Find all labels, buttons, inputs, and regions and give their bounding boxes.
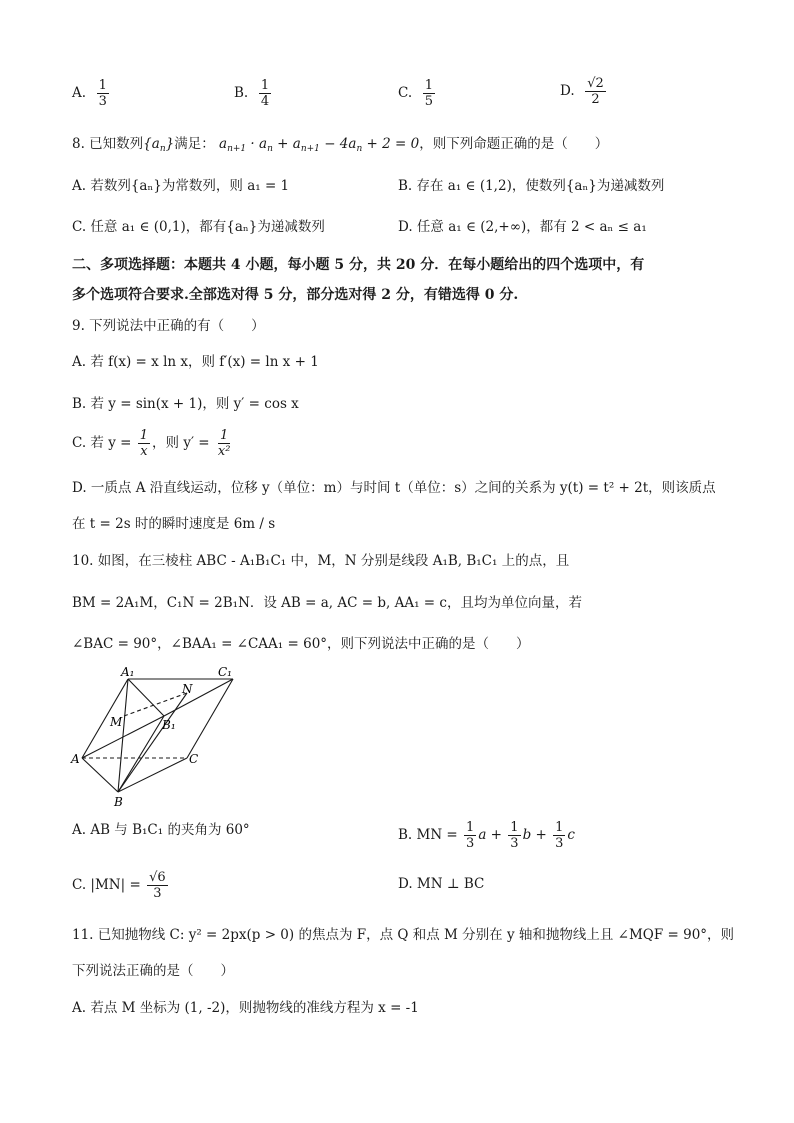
numerator: 1 bbox=[98, 78, 107, 93]
q9-c-middle: ，则 y′ = bbox=[152, 435, 210, 451]
denominator: 2 bbox=[591, 92, 600, 107]
option-label: B. bbox=[234, 85, 249, 101]
q8-option-d: D. 任意 a₁ ∈ (2,+∞)，都有 2 < aₙ ≤ a₁ bbox=[398, 219, 647, 235]
fraction bbox=[423, 78, 435, 109]
fraction bbox=[216, 428, 233, 459]
q9-c-prefix: C. 若 y = bbox=[72, 435, 132, 451]
q9-option-a: A. 若 f(x) = x ln x，则 f′(x) = ln x + 1 bbox=[72, 354, 319, 370]
numerator: √6 bbox=[149, 870, 166, 885]
q8-recurrence: $a_{n+1} \cdot a_n + a_{n+1} - 4a_n + 2 = 0$ bbox=[219, 136, 420, 154]
q9-stem: 9. 下列说法中正确的有（ ） bbox=[72, 318, 265, 334]
q10-option-c bbox=[72, 870, 170, 901]
denominator: 3 bbox=[98, 94, 107, 109]
numerator: √2 bbox=[587, 76, 604, 91]
label-c1: C₁ bbox=[218, 665, 232, 679]
section-heading-line2: 多个选项符合要求.全部选对得 5 分，部分选对得 2 分，有错选得 0 分. bbox=[72, 287, 519, 303]
label-n: N bbox=[182, 682, 193, 696]
q7-option-d bbox=[560, 76, 608, 107]
q8-stem-suffix: ，则下列命题正确的是（ ） bbox=[419, 136, 609, 152]
fraction: $\frac{1}{3}$ bbox=[466, 820, 475, 851]
q7-option-b bbox=[234, 78, 273, 109]
q9-option-d-line2: 在 t = 2s 时的瞬时速度是 6m / s bbox=[72, 516, 276, 532]
q8-formula-symbol: a bbox=[219, 136, 228, 152]
denominator: 3 bbox=[153, 886, 162, 901]
fraction bbox=[138, 428, 150, 459]
label-a1: A₁ bbox=[121, 665, 135, 679]
q11-stem-line1: 11. 已知抛物线 C: y² = 2px(p > 0) 的焦点为 F，点 Q 和点 M 分别在 y 轴和抛物线上且 ∠MQF = 90°，则 bbox=[72, 927, 735, 943]
edge-a1b1 bbox=[128, 679, 164, 716]
denominator: x² bbox=[217, 444, 231, 459]
label-m: M bbox=[110, 715, 123, 729]
q10-stem-line1: 10. 如图，在三棱柱 ABC - A₁B₁C₁ 中，M，N 分别是线段 A₁B, B₁C₁ 上的点，且 bbox=[72, 553, 570, 569]
fraction: $\frac{1}{3}$ bbox=[555, 820, 564, 851]
option-label: A. bbox=[72, 85, 87, 101]
label-a: A bbox=[71, 752, 80, 766]
q9-option-c bbox=[72, 428, 234, 459]
fraction bbox=[585, 76, 606, 107]
q8-stem-prefix: 8. 已知数列 bbox=[72, 136, 144, 152]
q10-option-a: A. AB 与 B₁C₁ 的夹角为 60° bbox=[72, 822, 250, 838]
label-c: C bbox=[189, 752, 199, 766]
numerator: 1 bbox=[260, 78, 270, 93]
option-label: D. bbox=[560, 83, 575, 99]
q9-option-d-line1: D. 一质点 A 沿直线运动，位移 y（单位：m）与时间 t（单位：s）之间的关系为 y(t) = t² + 2t，则该质点 bbox=[72, 480, 716, 496]
q10-stem-line3: ∠BAC = 90°，∠BAA₁ = ∠CAA₁ = 60°，则下列说法中正确的是（ ） bbox=[72, 636, 530, 652]
q10-b-prefix: B. MN = bbox=[398, 827, 458, 843]
fraction bbox=[147, 870, 168, 901]
q8-option-b: B. 存在 a₁ ∈ (1,2)，使数列{aₙ}为递减数列 bbox=[398, 178, 665, 194]
fraction: $\frac{1}{3}$ bbox=[510, 820, 519, 851]
option-label: C. bbox=[398, 85, 413, 101]
numerator: 1 bbox=[220, 428, 229, 443]
q8-option-c: C. 任意 a₁ ∈ (0,1)，都有{aₙ}为递减数列 bbox=[72, 219, 325, 235]
denominator: 4 bbox=[260, 94, 270, 109]
label-b: B bbox=[114, 795, 123, 809]
q7-option-c bbox=[398, 78, 437, 109]
edge-ab bbox=[82, 758, 118, 792]
segment-bn bbox=[118, 693, 187, 792]
section-heading-line1: 二、多项选择题：本题共 4 小题，每小题 5 分，共 20 分．在每小题给出的四个选项中，有 bbox=[72, 257, 645, 273]
denominator: 5 bbox=[424, 94, 434, 109]
fraction bbox=[259, 78, 271, 109]
segment-mn-hidden bbox=[124, 693, 187, 716]
q7-option-a bbox=[72, 78, 111, 109]
q10-option-b: B. MN = $\frac{1}{3}$ a + $\frac{1}{3}$ b + $\frac{1}{3}$ c bbox=[398, 820, 575, 851]
q11-option-a: A. 若点 M 坐标为 (1, -2)，则抛物线的准线方程为 x = -1 bbox=[72, 1000, 419, 1016]
q11-stem-line2: 下列说法正确的是（ ） bbox=[72, 963, 234, 979]
q8-option-a: A. 若数列{aₙ}为常数列，则 a₁ = 1 bbox=[72, 178, 290, 194]
q9-option-b: B. 若 y = sin(x + 1)，则 y′ = cos x bbox=[72, 396, 299, 412]
denominator: x bbox=[140, 444, 148, 459]
prism-figure bbox=[66, 664, 246, 814]
fraction bbox=[97, 78, 109, 109]
q10-stem-line2: BM = 2A₁M，C₁N = 2B₁N．设 AB = a, AC = b, AA₁ = c，且均为单位向量，若 bbox=[72, 595, 582, 611]
q10-option-d: D. MN ⊥ BC bbox=[398, 876, 485, 892]
q8-stem: 8. 已知数列$\{a_n\}$满足： $a_{n+1} \cdot a_n + a_{n+1} - 4a_n + 2 = 0$，则下列命题正确的是（ ） bbox=[72, 136, 609, 154]
numerator: 1 bbox=[139, 428, 149, 443]
q8-stem-mid: 满足： bbox=[174, 136, 215, 152]
q10-c-prefix: C. |MN| = bbox=[72, 877, 141, 893]
numerator: 1 bbox=[424, 78, 434, 93]
label-b1: B₁ bbox=[162, 718, 176, 732]
